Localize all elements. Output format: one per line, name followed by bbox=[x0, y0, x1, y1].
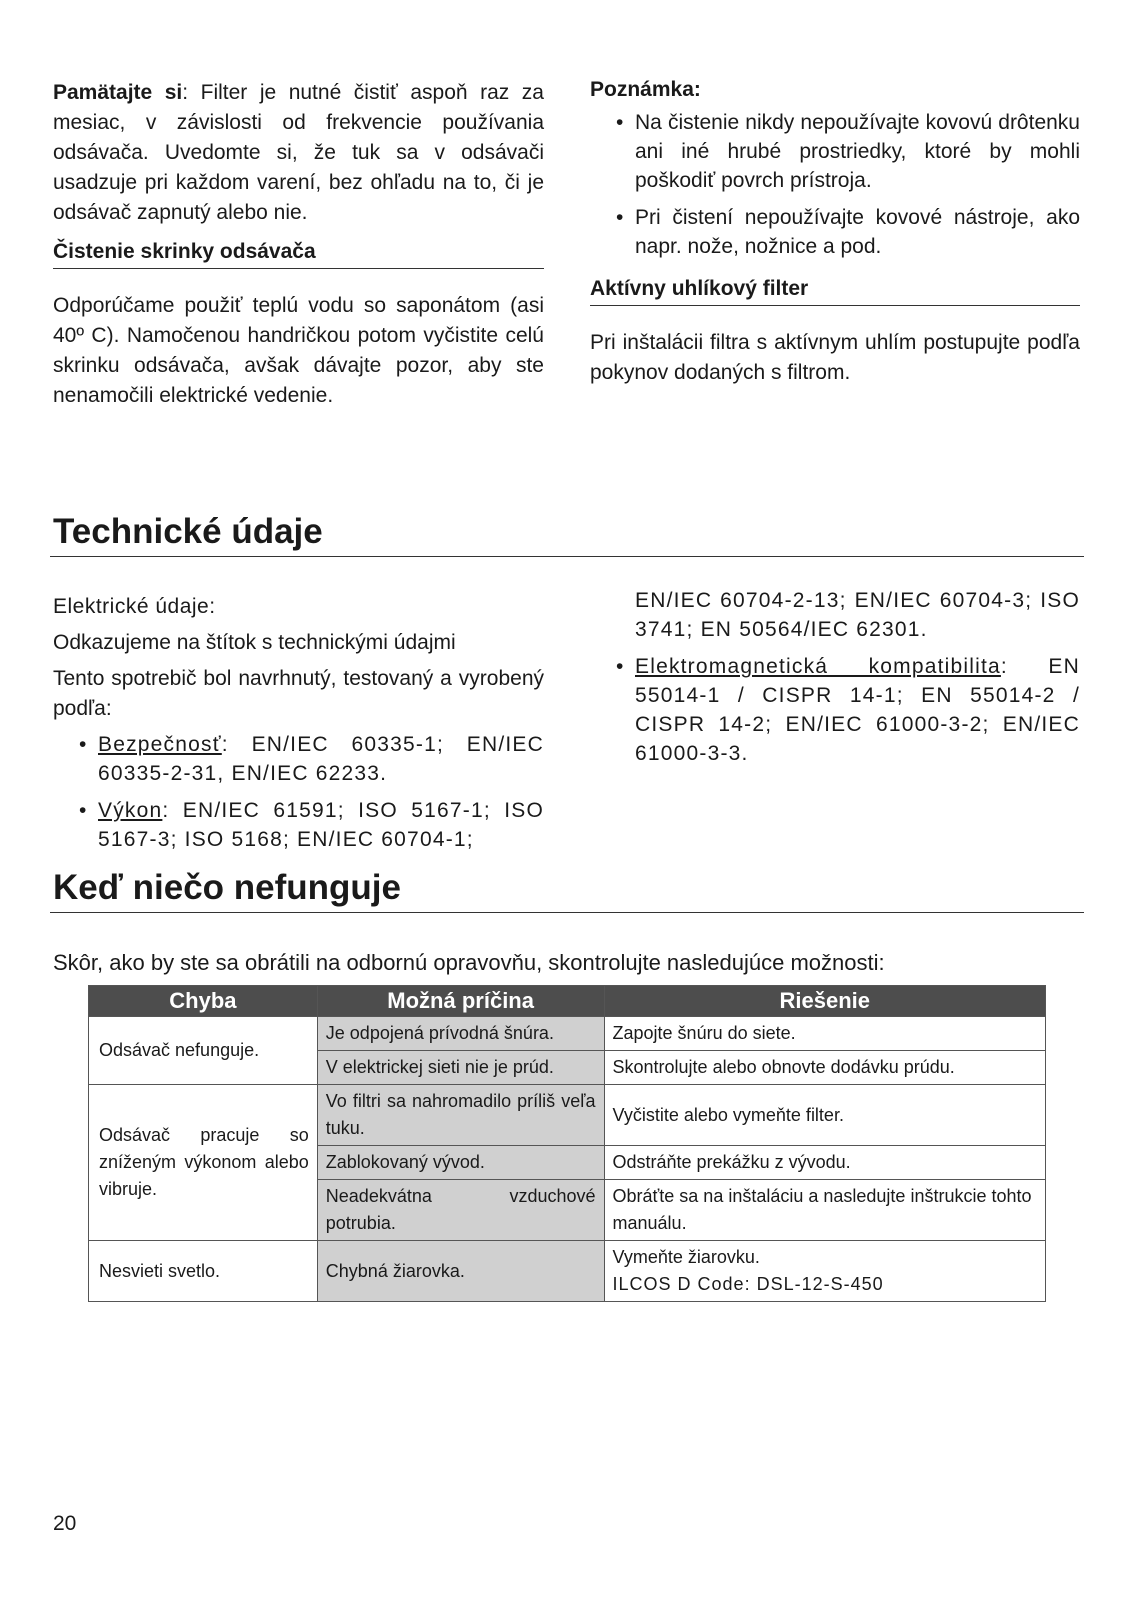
cause-cell-text: Neadekvátna vzduchové potrubia. bbox=[325, 1186, 596, 1233]
emc-standards bbox=[590, 652, 1080, 768]
bullet-icon: • bbox=[616, 206, 624, 229]
fault-cell: Odsávač nefunguje. bbox=[89, 1017, 318, 1085]
solution-cell: Zapojte šnúru do siete. bbox=[604, 1017, 1045, 1051]
note-item-text: Pri čistení nepoužívajte kovové nástroje, ako napr. nože, nožnice a pod. bbox=[635, 206, 1080, 258]
rating-plate-text: Odkazujeme na štítok s technickými údajmi bbox=[53, 631, 456, 654]
cause-cell: Je odpojená prívodná šnúra. bbox=[317, 1017, 604, 1051]
solution-cell: Obráťte sa na inštaláciu a nasledujte inštrukcie tohto manuálu. bbox=[604, 1180, 1045, 1241]
troubleshooting-table bbox=[88, 985, 1046, 1302]
electric-label: Elektrické údaje: bbox=[53, 595, 216, 618]
filter-reminder-paragraph bbox=[53, 78, 544, 228]
column-header-solution: Riešenie bbox=[604, 986, 1045, 1017]
bullet-icon: • bbox=[616, 111, 624, 134]
cleaning-left-column bbox=[53, 78, 544, 411]
tech-heading-rule bbox=[50, 556, 1084, 557]
fault-cell-text: Odsávač pracuje so zníženým výkonom alebo vibruje. bbox=[99, 1125, 309, 1199]
safety-label: Bezpečnosť bbox=[98, 733, 222, 756]
performance-standards-cont bbox=[590, 586, 1080, 644]
column-header-cause: Možná príčina bbox=[317, 986, 604, 1017]
reminder-label: Pamätajte si bbox=[53, 81, 183, 104]
table-row bbox=[89, 1085, 1046, 1146]
ilcos-code: ILCOS D Code: DSL-12-S-450 bbox=[612, 1274, 884, 1294]
tech-right-column bbox=[590, 586, 1080, 776]
performance-label: Výkon bbox=[98, 799, 163, 822]
safety-text: : EN/IEC 60335-1; EN/IEC 60335-2-31, EN/IEC 62233. bbox=[98, 733, 544, 785]
bullet-icon: • bbox=[79, 799, 88, 822]
table-row bbox=[89, 1017, 1046, 1051]
cause-cell: Zablokovaný vývod. bbox=[317, 1146, 604, 1180]
cause-cell bbox=[317, 1085, 604, 1146]
emc-text: : EN 55014-1 / CISPR 14-1; EN 55014-2 / CISPR 14-2; EN/IEC 61000-3-2; EN/IEC 61000-3-3. bbox=[635, 655, 1080, 765]
bullet-icon: • bbox=[616, 655, 625, 678]
housing-cleaning-heading: Čistenie skrinky odsávača bbox=[53, 240, 544, 269]
table-row bbox=[89, 1241, 1046, 1302]
emc-label: Elektromagnetická kompatibilita bbox=[635, 655, 1001, 678]
solution-cell: Odstráňte prekážku z vývodu. bbox=[604, 1146, 1045, 1180]
reminder-text: : Filter je nutné čistiť aspoň raz za mesiac, v závislosti od frekvencie používania odsávača. Uvedomte si, že tuk sa v odsávači usadzuje pri každom varení, bez ohľadu na to, či je odsávač zapnutý alebo nie. bbox=[53, 81, 544, 224]
standards-list bbox=[53, 730, 544, 854]
tech-data-heading: Technické údaje bbox=[53, 512, 323, 551]
performance-cont-text: EN/IEC 60704-2-13; EN/IEC 60704-3; ISO 3741; EN 50564/IEC 62301. bbox=[635, 589, 1080, 641]
note-heading: Poznámka: bbox=[590, 78, 701, 101]
cause-cell: Chybná žiarovka. bbox=[317, 1241, 604, 1302]
table-header-row bbox=[89, 986, 1046, 1017]
performance-standards bbox=[53, 796, 544, 854]
cause-cell-text: Vo filtri sa nahromadilo príliš veľa tuku. bbox=[325, 1091, 596, 1138]
cleaning-right-column bbox=[590, 78, 1080, 388]
note-item bbox=[590, 108, 1080, 195]
cause-cell bbox=[317, 1180, 604, 1241]
safety-standards bbox=[53, 730, 544, 788]
fault-cell bbox=[89, 1085, 318, 1241]
carbon-filter-text: Pri inštalácii filtra s aktívnym uhlím postupujte podľa pokynov dodaných s filtrom. bbox=[590, 331, 1080, 384]
note-list bbox=[590, 108, 1080, 261]
note-item-text: Na čistenie nikdy nepoužívajte kovovú drôtenku ani iné hrubé prostriedky, ktoré by mohli poškodiť povrch prístroja. bbox=[635, 111, 1080, 192]
housing-cleaning-text: Odporúčame použiť teplú vodu so saponátom (asi 40º C). Namočenou handričkou potom vyčistite celú skrinku odsávača, avšak dávajte pozor, aby ste nenamočili elektrické vedenie. bbox=[53, 294, 544, 407]
note-item bbox=[590, 203, 1080, 261]
standards-list-cont bbox=[590, 586, 1080, 768]
standards-intro: Tento spotrebič bol navrhnutý, testovaný a vyrobený podľa: bbox=[53, 667, 544, 720]
solution-cell: Vyčistite alebo vymeňte filter. bbox=[604, 1085, 1045, 1146]
page-number: 20 bbox=[53, 1512, 77, 1535]
solution-cell bbox=[604, 1241, 1045, 1302]
carbon-filter-heading: Aktívny uhlíkový filter bbox=[590, 277, 1080, 306]
performance-text: : EN/IEC 61591; ISO 5167-1; ISO 5167-3; ISO 5168; EN/IEC 60704-1; bbox=[98, 799, 544, 851]
troubleshooting-intro: Skôr, ako by ste sa obrátili na odbornú opravovňu, skontrolujte nasledujúce možnosti: bbox=[53, 950, 885, 975]
tech-left-column bbox=[53, 592, 544, 862]
troubleshooting-heading: Keď niečo nefunguje bbox=[53, 868, 401, 907]
solution-line: Vymeňte žiarovku. bbox=[612, 1247, 760, 1267]
cause-cell: V elektrickej sieti nie je prúd. bbox=[317, 1051, 604, 1085]
fault-cell: Nesvieti svetlo. bbox=[89, 1241, 318, 1302]
solution-cell: Skontrolujte alebo obnovte dodávku prúdu. bbox=[604, 1051, 1045, 1085]
column-header-fault: Chyba bbox=[89, 986, 318, 1017]
troubleshooting-heading-rule bbox=[50, 912, 1084, 913]
bullet-icon: • bbox=[79, 733, 88, 756]
